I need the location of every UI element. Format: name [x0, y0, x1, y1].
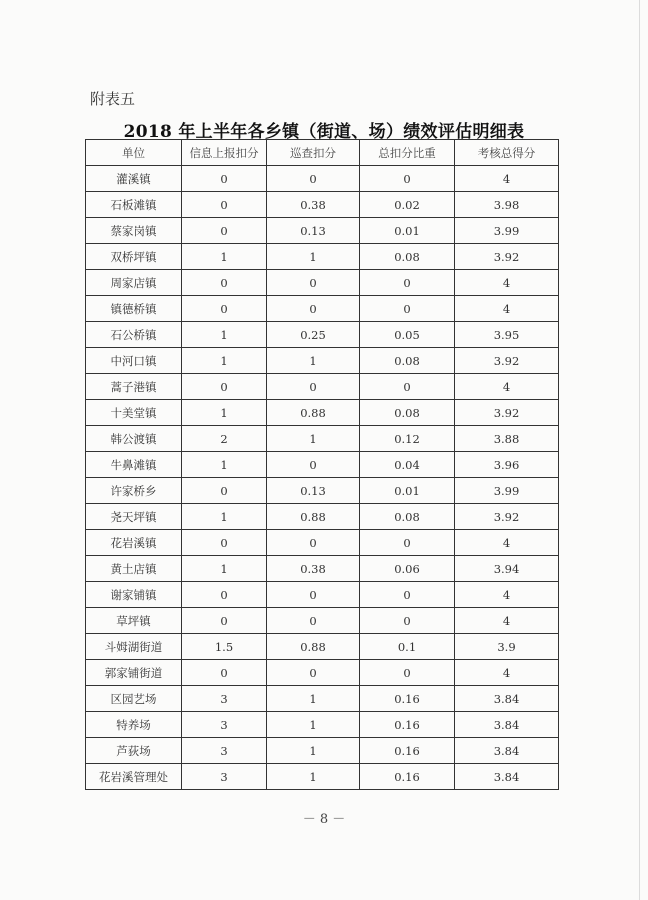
- cell-deduction-ratio: 0: [360, 296, 455, 322]
- table-header-row: [86, 140, 559, 166]
- cell-unit: 十美堂镇: [86, 400, 182, 426]
- cell-unit: 中河口镇: [86, 348, 182, 374]
- cell-total-score: 4: [455, 166, 559, 192]
- cell-inspection-deduction: 1: [267, 738, 360, 764]
- cell-info-report-deduction: 1: [182, 244, 267, 270]
- cell-info-report-deduction: 0: [182, 166, 267, 192]
- cell-inspection-deduction: 1: [267, 712, 360, 738]
- cell-deduction-ratio: 0.12: [360, 426, 455, 452]
- scan-edge-line: [639, 0, 640, 900]
- cell-deduction-ratio: 0.04: [360, 452, 455, 478]
- cell-inspection-deduction: 1: [267, 426, 360, 452]
- cell-deduction-ratio: 0: [360, 660, 455, 686]
- cell-info-report-deduction: 1: [182, 452, 267, 478]
- cell-info-report-deduction: 0: [182, 660, 267, 686]
- cell-info-report-deduction: 3: [182, 738, 267, 764]
- cell-info-report-deduction: 0: [182, 582, 267, 608]
- cell-total-score: 4: [455, 608, 559, 634]
- cell-deduction-ratio: 0: [360, 608, 455, 634]
- cell-unit: 许家桥乡: [86, 478, 182, 504]
- cell-deduction-ratio: 0: [360, 530, 455, 556]
- header-unit: 单位: [86, 140, 182, 166]
- cell-unit: 郭家铺街道: [86, 660, 182, 686]
- cell-inspection-deduction: 0.88: [267, 504, 360, 530]
- cell-total-score: 4: [455, 374, 559, 400]
- cell-unit: 黄土店镇: [86, 556, 182, 582]
- table-row: [86, 166, 559, 192]
- cell-info-report-deduction: 1: [182, 504, 267, 530]
- cell-deduction-ratio: 0.08: [360, 244, 455, 270]
- table-row: [86, 738, 559, 764]
- cell-info-report-deduction: 1.5: [182, 634, 267, 660]
- table-row: [86, 504, 559, 530]
- cell-inspection-deduction: 0: [267, 660, 360, 686]
- cell-total-score: 3.84: [455, 738, 559, 764]
- cell-total-score: 4: [455, 660, 559, 686]
- cell-deduction-ratio: 0.08: [360, 504, 455, 530]
- table-row: [86, 660, 559, 686]
- cell-unit: 石板滩镇: [86, 192, 182, 218]
- cell-info-report-deduction: 1: [182, 322, 267, 348]
- cell-unit: 蒿子港镇: [86, 374, 182, 400]
- appendix-label: 附表五: [90, 90, 136, 108]
- cell-inspection-deduction: 0: [267, 608, 360, 634]
- cell-total-score: 3.84: [455, 712, 559, 738]
- cell-total-score: 3.92: [455, 400, 559, 426]
- cell-info-report-deduction: 0: [182, 530, 267, 556]
- cell-info-report-deduction: 1: [182, 400, 267, 426]
- cell-unit: 周家店镇: [86, 270, 182, 296]
- table-row: [86, 192, 559, 218]
- cell-inspection-deduction: 0.38: [267, 556, 360, 582]
- cell-info-report-deduction: 0: [182, 374, 267, 400]
- cell-deduction-ratio: 0.01: [360, 218, 455, 244]
- cell-total-score: 3.96: [455, 452, 559, 478]
- cell-info-report-deduction: 0: [182, 478, 267, 504]
- cell-deduction-ratio: 0.16: [360, 764, 455, 790]
- table-row: [86, 348, 559, 374]
- cell-inspection-deduction: 0.88: [267, 400, 360, 426]
- cell-unit: 花岩溪镇: [86, 530, 182, 556]
- cell-info-report-deduction: 3: [182, 712, 267, 738]
- header-info-report-deduction: 信息上报扣分: [182, 140, 267, 166]
- cell-deduction-ratio: 0.08: [360, 348, 455, 374]
- cell-inspection-deduction: 0.38: [267, 192, 360, 218]
- cell-deduction-ratio: 0: [360, 582, 455, 608]
- cell-inspection-deduction: 0: [267, 270, 360, 296]
- cell-inspection-deduction: 0.13: [267, 218, 360, 244]
- cell-inspection-deduction: 0: [267, 530, 360, 556]
- cell-inspection-deduction: 1: [267, 686, 360, 712]
- table-row: [86, 712, 559, 738]
- cell-deduction-ratio: 0: [360, 166, 455, 192]
- cell-deduction-ratio: 0: [360, 270, 455, 296]
- cell-deduction-ratio: 0.01: [360, 478, 455, 504]
- cell-inspection-deduction: 1: [267, 764, 360, 790]
- cell-info-report-deduction: 0: [182, 296, 267, 322]
- cell-total-score: 3.92: [455, 244, 559, 270]
- table-row: [86, 686, 559, 712]
- cell-info-report-deduction: 3: [182, 764, 267, 790]
- table-row: [86, 634, 559, 660]
- table-row: [86, 244, 559, 270]
- cell-total-score: 3.88: [455, 426, 559, 452]
- cell-inspection-deduction: 0.88: [267, 634, 360, 660]
- table-row: [86, 426, 559, 452]
- table-row: [86, 582, 559, 608]
- cell-total-score: 3.92: [455, 504, 559, 530]
- cell-info-report-deduction: 1: [182, 556, 267, 582]
- header-total-score: 考核总得分: [455, 140, 559, 166]
- cell-total-score: 4: [455, 530, 559, 556]
- table-row: [86, 270, 559, 296]
- cell-inspection-deduction: 1: [267, 348, 360, 374]
- cell-total-score: 3.84: [455, 686, 559, 712]
- cell-info-report-deduction: 0: [182, 608, 267, 634]
- cell-total-score: 4: [455, 296, 559, 322]
- cell-inspection-deduction: 0: [267, 452, 360, 478]
- cell-deduction-ratio: 0.1: [360, 634, 455, 660]
- cell-unit: 蔡家岗镇: [86, 218, 182, 244]
- cell-total-score: 3.84: [455, 764, 559, 790]
- table-row: [86, 400, 559, 426]
- cell-unit: 石公桥镇: [86, 322, 182, 348]
- page-number: － 8 －: [302, 812, 346, 827]
- cell-info-report-deduction: 3: [182, 686, 267, 712]
- cell-unit: 斗姆湖街道: [86, 634, 182, 660]
- cell-inspection-deduction: 0: [267, 374, 360, 400]
- cell-deduction-ratio: 0.05: [360, 322, 455, 348]
- cell-inspection-deduction: 0: [267, 582, 360, 608]
- cell-total-score: 4: [455, 270, 559, 296]
- header-deduction-ratio: 总扣分比重: [360, 140, 455, 166]
- cell-inspection-deduction: 1: [267, 244, 360, 270]
- cell-total-score: 3.95: [455, 322, 559, 348]
- cell-unit: 花岩溪管理处: [86, 764, 182, 790]
- cell-deduction-ratio: 0.16: [360, 738, 455, 764]
- cell-deduction-ratio: 0.16: [360, 686, 455, 712]
- cell-unit: 芦荻场: [86, 738, 182, 764]
- table-row: [86, 218, 559, 244]
- cell-total-score: 3.99: [455, 218, 559, 244]
- document-title: 2018 年上半年各乡镇（街道、场）绩效评估明细表: [123, 122, 525, 142]
- cell-unit: 镇德桥镇: [86, 296, 182, 322]
- cell-total-score: 3.94: [455, 556, 559, 582]
- cell-total-score: 3.98: [455, 192, 559, 218]
- table-body: [86, 166, 559, 790]
- cell-total-score: 3.92: [455, 348, 559, 374]
- cell-total-score: 3.99: [455, 478, 559, 504]
- cell-total-score: 4: [455, 582, 559, 608]
- table-row: [86, 764, 559, 790]
- cell-info-report-deduction: 0: [182, 192, 267, 218]
- table-row: [86, 374, 559, 400]
- cell-unit: 尧天坪镇: [86, 504, 182, 530]
- table-row: [86, 296, 559, 322]
- cell-info-report-deduction: 0: [182, 218, 267, 244]
- cell-inspection-deduction: 0.13: [267, 478, 360, 504]
- header-inspection-deduction: 巡查扣分: [267, 140, 360, 166]
- cell-deduction-ratio: 0.16: [360, 712, 455, 738]
- cell-info-report-deduction: 2: [182, 426, 267, 452]
- cell-info-report-deduction: 1: [182, 348, 267, 374]
- cell-unit: 特养场: [86, 712, 182, 738]
- cell-deduction-ratio: 0: [360, 374, 455, 400]
- cell-unit: 灌溪镇: [86, 166, 182, 192]
- table-row: [86, 530, 559, 556]
- cell-unit: 草坪镇: [86, 608, 182, 634]
- table-row: [86, 322, 559, 348]
- cell-unit: 韩公渡镇: [86, 426, 182, 452]
- table-row: [86, 556, 559, 582]
- cell-unit: 区园艺场: [86, 686, 182, 712]
- cell-inspection-deduction: 0: [267, 166, 360, 192]
- cell-deduction-ratio: 0.02: [360, 192, 455, 218]
- table-row: [86, 608, 559, 634]
- cell-deduction-ratio: 0.08: [360, 400, 455, 426]
- cell-info-report-deduction: 0: [182, 270, 267, 296]
- table-row: [86, 452, 559, 478]
- cell-unit: 牛鼻滩镇: [86, 452, 182, 478]
- cell-deduction-ratio: 0.06: [360, 556, 455, 582]
- cell-inspection-deduction: 0.25: [267, 322, 360, 348]
- cell-inspection-deduction: 0: [267, 296, 360, 322]
- table-row: [86, 478, 559, 504]
- cell-unit: 谢家铺镇: [86, 582, 182, 608]
- cell-total-score: 3.9: [455, 634, 559, 660]
- evaluation-table: [85, 139, 559, 790]
- cell-unit: 双桥坪镇: [86, 244, 182, 270]
